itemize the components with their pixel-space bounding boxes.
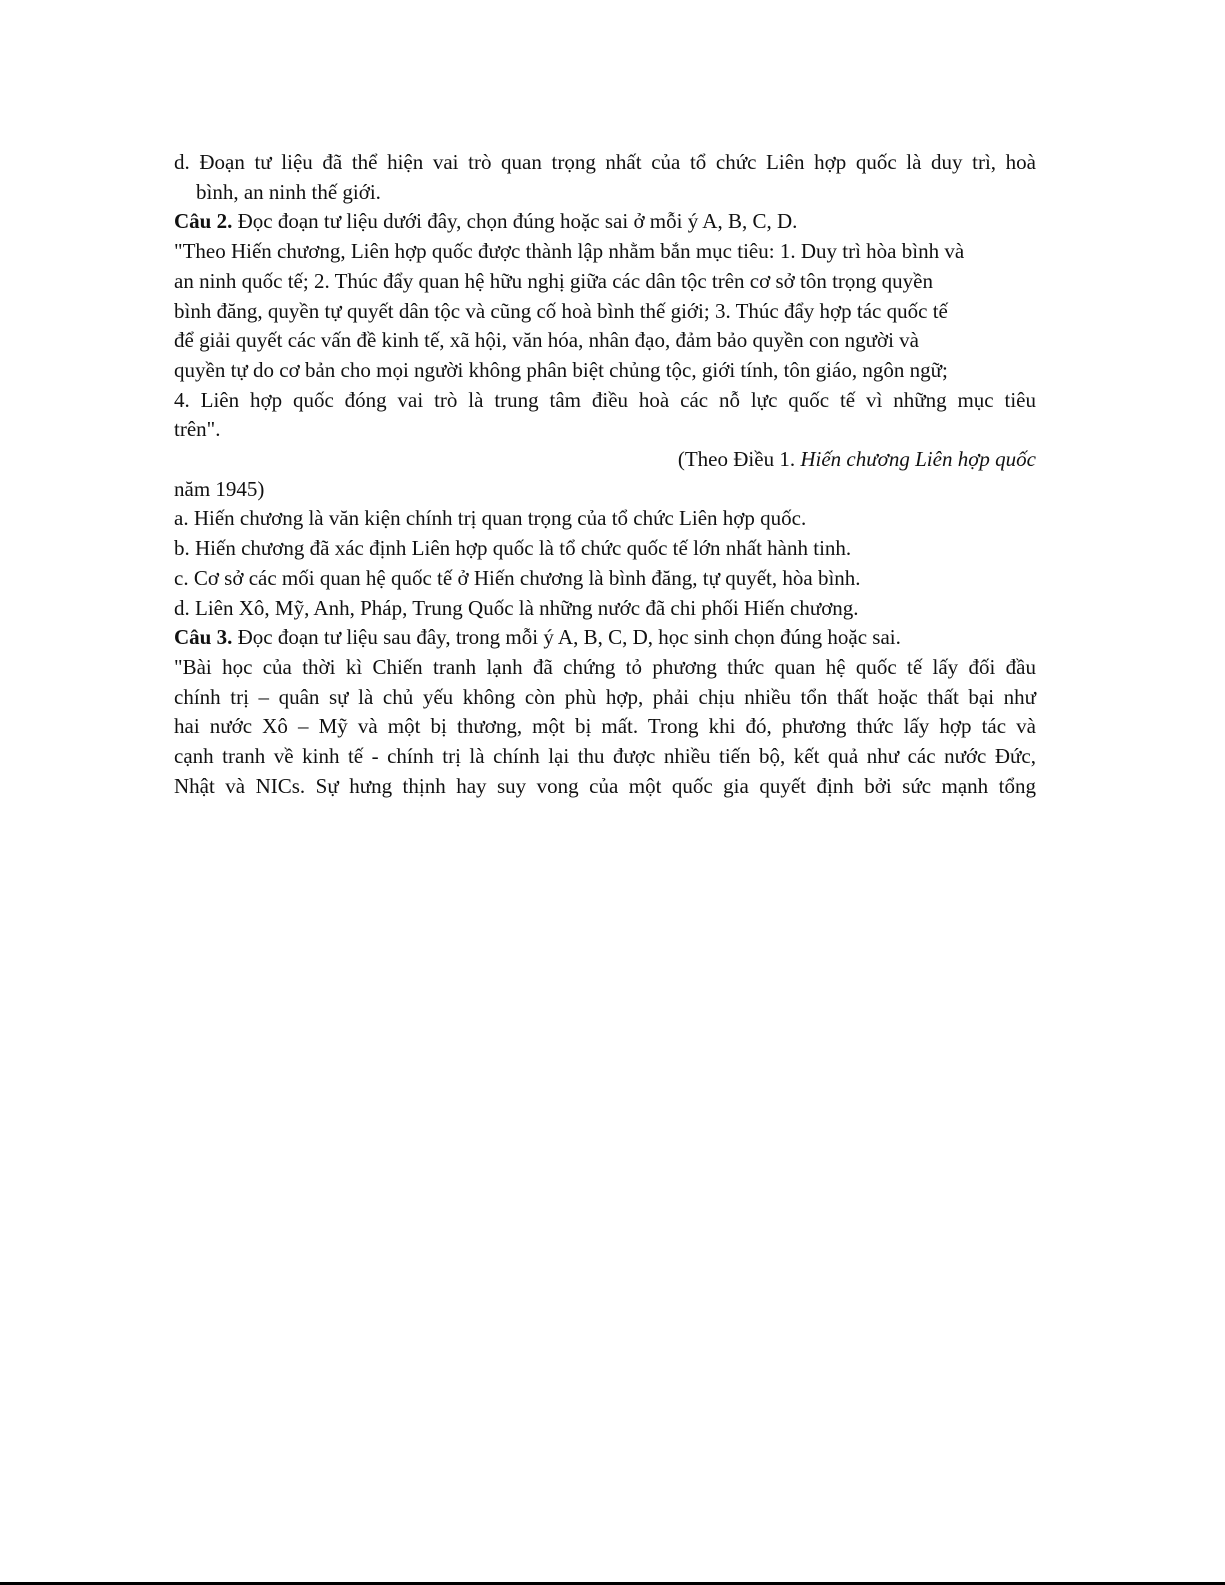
q2-prompt: Đọc đoạn tư liệu dưới đây, chọn đúng hoặc sai ở mỗi ý A, B, C, D. [232,209,798,234]
q1-option-d-line1: d. Đoạn tư liệu đã thể hiện vai trò quan trọng nhất của tổ chức Liên hợp quốc là duy trì, hoà [174,150,1036,174]
q3-prompt: Đọc đoạn tư liệu sau đây, trong mỗi ý A, B, C, D, học sinh chọn đúng hoặc sai. [232,625,901,650]
q3-quote-line: Nhật và NICs. Sự hưng thịnh hay suy vong của một quốc gia quyết định bởi sức mạnh tổng [174,773,1036,798]
q3-label: Câu 3. [174,625,233,650]
q2-source-title: Hiến chương Liên hợp quốc [800,447,1036,472]
q1-option-d-line2: bình, an ninh thế giới. [196,179,381,204]
q2-quote-line: trên". [174,417,221,442]
q3-quote-line: "Bài học của thời kì Chiến tranh lạnh đã chứng tỏ phương thức quan hệ quốc tế lấy đối đầu [174,654,1036,679]
q2-quote-line: an ninh quốc tế; 2. Thúc đẩy quan hệ hữu nghị giữa các dân tộc trên cơ sở tôn trọng quyền [174,268,933,293]
q2-source-year: năm 1945) [174,476,265,501]
q3-quote-line: cạnh tranh về kinh tế - chính trị là chính lại thu được nhiều tiến bộ, kết quả như các nước Đức, [174,744,1036,769]
q3-quote-line: chính trị – quân sự là chủ yếu không còn phù hợp, phải chịu nhiều tổn thất hoặc thất bại như [174,684,1036,709]
q2-heading [174,207,1036,237]
q2-option-c: c. Cơ sở các mối quan hệ quốc tế ở Hiến chương là bình đăng, tự quyết, hòa bình. [174,565,861,590]
q2-source-citation [174,445,1036,475]
document-page [174,148,1036,801]
q2-quote-line: bình đăng, quyền tự quyết dân tộc và cũng cố hoà bình thế giới; 3. Thúc đẩy hợp tác quốc tế [174,298,948,323]
q3-quote-line: hai nước Xô – Mỹ và một bị thương, một bị mất. Trong khi đó, phương thức lấy hợp tác và [174,714,1036,739]
q2-quote-line: "Theo Hiến chương, Liên hợp quốc được thành lập nhằm bắn mục tiêu: 1. Duy trì hòa bình và [174,239,965,264]
q2-quote-line: để giải quyết các vấn đề kinh tế, xã hội, văn hóa, nhân đạo, đảm bảo quyền con người và [174,328,920,353]
q2-quote-line: 4. Liên hợp quốc đóng vai trò là trung tâm điều hoà các nỗ lực quốc tế vì những mục tiêu [174,387,1036,412]
q2-label: Câu 2. [174,209,233,234]
q2-option-b: b. Hiến chương đã xác định Liên hợp quốc là tổ chức quốc tế lớn nhất hành tinh. [174,536,852,561]
q2-option-d: d. Liên Xô, Mỹ, Anh, Pháp, Trung Quốc là những nước đã chi phối Hiến chương. [174,595,859,620]
q3-heading [174,623,1036,653]
q2-option-a: a. Hiến chương là văn kiện chính trị quan trọng của tổ chức Liên hợp quốc. [174,506,807,531]
q2-source-prefix: (Theo Điều 1. [677,447,801,472]
q2-quote-line: quyền tự do cơ bản cho mọi người không phân biệt chủng tộc, giới tính, tôn giáo, ngôn ngữ; [174,357,948,382]
